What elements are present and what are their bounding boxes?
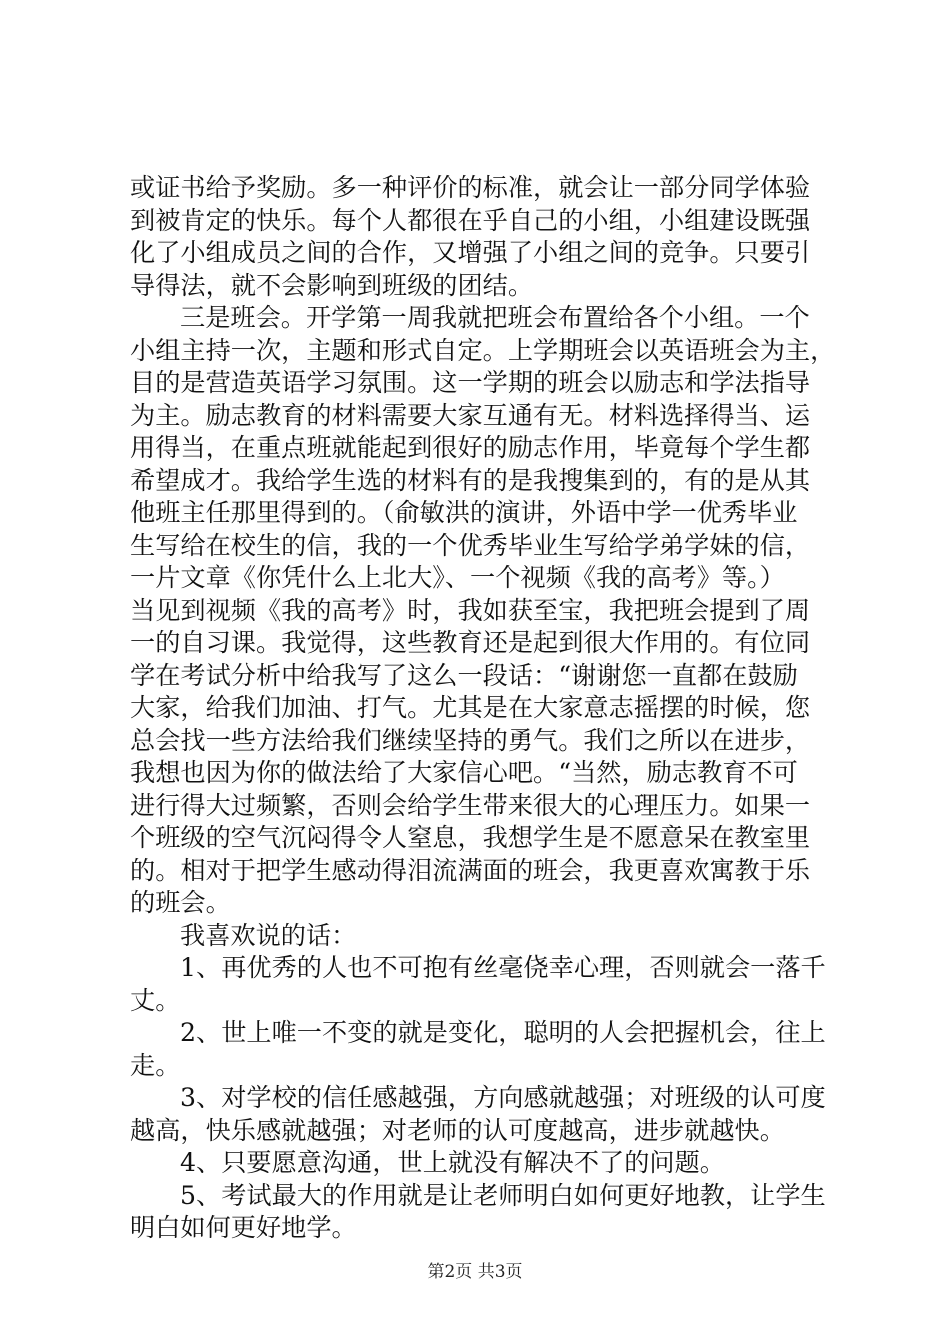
text-line: 为主。励志教育的材料需要大家互通有无。材料选择得当、运: [130, 400, 811, 430]
text-line: 总会找一些方法给我们继续坚持的勇气。我们之所以在进步，: [130, 725, 811, 755]
text-line: 三是班会。开学第一周我就把班会布置给各个小组。一个: [180, 303, 810, 332]
text-line: 4、只要愿意沟通，世上就没有解决不了的问题。: [180, 1148, 725, 1177]
text-line: 丈。: [130, 985, 181, 1015]
text-line: 当见到视频《我的高考》时，我如获至宝，我把班会提到了周: [130, 595, 811, 625]
text-line: 到被肯定的快乐。每个人都很在乎自己的小组，小组建设既强: [130, 205, 811, 235]
text-line: 大家，给我们加油、打气。尤其是在大家意志摇摆的时候，您: [130, 693, 811, 722]
text-line: 5、考试最大的作用就是让老师明白如何更好地教，让学生: [180, 1180, 826, 1210]
text-line: 生写给在校生的信，我的一个优秀毕业生写给学弟学妹的信，: [130, 530, 811, 560]
text-line: 越高，快乐感就越强；对老师的认可度越高，进步就越快。: [130, 1115, 785, 1145]
page-footer: 第2页 共3页: [427, 1262, 523, 1282]
text-line: 目的是营造英语学习氛围。这一学期的班会以励志和学法指导: [130, 368, 811, 397]
text-line: 个班级的空气沉闷得令人窒息，我想学生是不愿意呆在教室里: [130, 823, 811, 852]
text-line: 一片文章《你凭什么上北大》、一个视频《我的高考》等。）: [130, 563, 785, 592]
text-line: 一的自习课。我觉得，这些教育还是起到很大作用的。有位同: [130, 628, 811, 657]
text-line: 学在考试分析中给我写了这么一段话：“谢谢您一直都在鼓励: [130, 660, 798, 690]
text-line: 1、再优秀的人也不可抱有丝毫侥幸心理，否则就会一落千: [180, 953, 826, 982]
text-line: 用得当，在重点班就能起到很好的励志作用，毕竟每个学生都: [130, 433, 811, 462]
text-line: 进行得大过频繁，否则会给学生带来很大的心理压力。如果一: [130, 790, 811, 820]
text-line: 或证书给予奖励。多一种评价的标准，就会让一部分同学体验: [130, 173, 811, 202]
text-line: 我喜欢说的话：: [180, 920, 357, 950]
text-line: 走。: [130, 1050, 181, 1080]
text-line: 小组主持一次，主题和形式自定。上学期班会以英语班会为主，: [130, 335, 836, 365]
text-line: 明白如何更好地学。: [130, 1213, 357, 1242]
text-line: 化了小组成员之间的合作，又增强了小组之间的竞争。只要引: [130, 238, 811, 267]
text-line: 2、世上唯一不变的就是变化，聪明的人会把握机会，往上: [180, 1018, 826, 1047]
text-line: 我想也因为你的做法给了大家信心吧。“当然，励志教育不可: [130, 758, 798, 787]
text-line: 他班主任那里得到的。（俞敏洪的演讲，外语中学一优秀毕业: [130, 498, 798, 527]
text-line: 的班会。: [130, 888, 231, 917]
text-line: 导得法，就不会影响到班级的团结。: [130, 270, 533, 300]
text-line: 希望成才。我给学生选的材料有的是我搜集到的，有的是从其: [130, 465, 811, 495]
text-line: 3、对学校的信任感越强，方向感就越强；对班级的认可度: [180, 1083, 826, 1112]
text-line: 的。相对于把学生感动得泪流满面的班会，我更喜欢寓教于乐: [130, 855, 811, 885]
